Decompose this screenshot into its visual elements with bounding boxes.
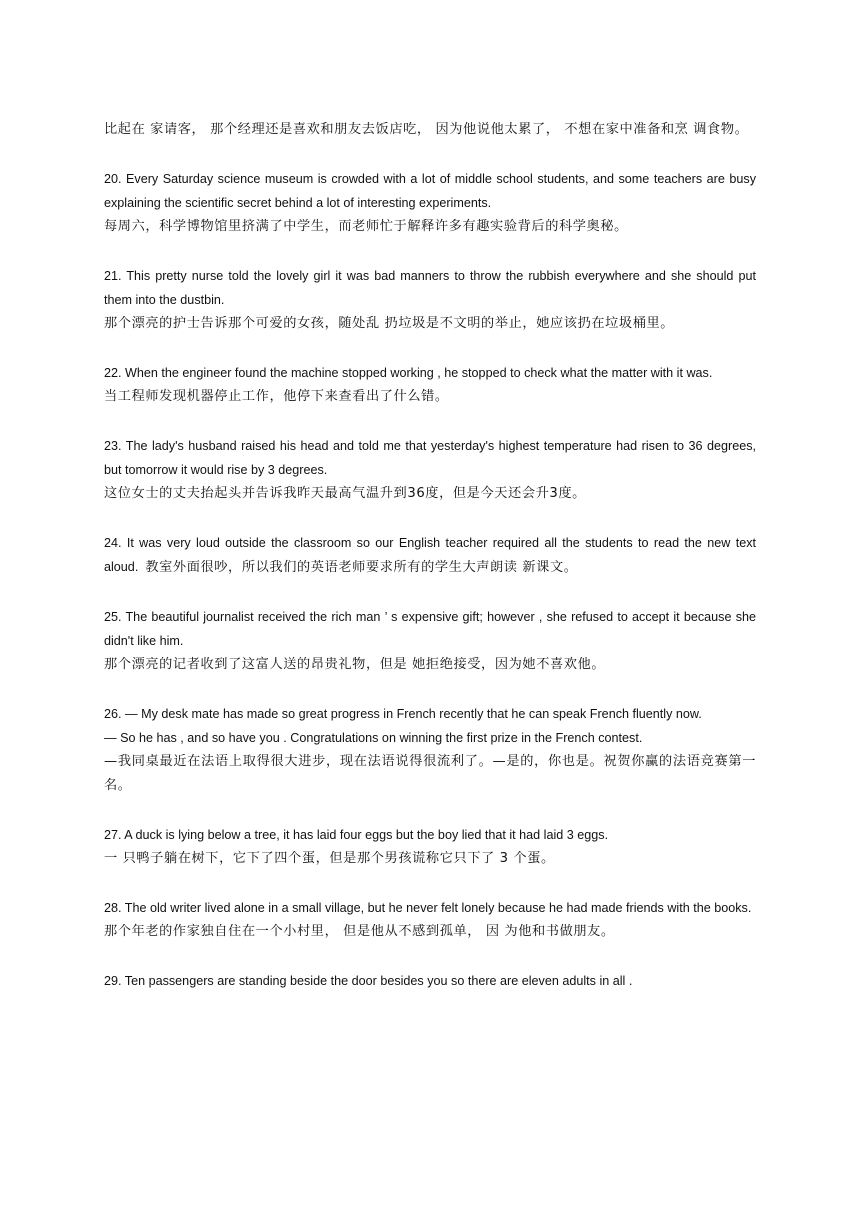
item-26-english: 26. — My desk mate has made so great progress in French recently that he can speak French fluently now. [104,707,702,721]
item-22 [104,361,756,409]
document-page [104,118,756,993]
item-22-english: 22. When the engineer found the machine stopped working , he stopped to check what the matter with it was. [104,366,713,380]
item-28-english: 28. The old writer lived alone in a small village, but he never felt lonely because he had made friends with the books. [104,901,752,915]
item-25-english: 25. The beautiful journalist received the rich man ’ s expensive gift; however , she refused to accept it because she didn't like him. [104,610,756,648]
item-21-translation: 那个漂亮的护士告诉那个可爱的女孩，随处乱 扔垃圾是不文明的举止，她应该扔在垃圾桶里。 [104,316,675,331]
item-24-translation: 教室外面很吵，所以我们的英语老师要求所有的学生大声朗读 新课文。 [145,560,578,575]
intro-translation: 比起在 家请客， 那个经理还是喜欢和朋友去饭店吃， 因为他说他太累了， 不想在家中准备和烹 调食物。 [104,122,749,137]
intro-paragraph [104,118,756,142]
item-22-translation: 当工程师发现机器停止工作，他停下来查看出了什么错。 [104,389,449,404]
item-27-english: 27. A duck is lying below a tree, it has laid four eggs but the boy lied that it had laid 3 eggs. [104,828,609,842]
item-29 [104,969,756,993]
item-20-translation: 每周六，科学博物馆里挤满了中学生，而老师忙于解释许多有趣实验背后的科学奥秘。 [104,219,628,234]
item-21-english: 21. This pretty nurse told the lovely girl it was bad manners to throw the rubbish everywhere and she should put them into the dustbin. [104,269,756,307]
item-27-translation: 一 只鸭子躺在树下，它下了四个蛋，但是那个男孩谎称它只下了 3 个蛋。 [104,851,555,866]
item-28 [104,896,756,944]
item-20 [104,167,756,239]
item-26-english-reply: — So he has , and so have you . Congratulations on winning the first prize in the French contest. [104,731,643,745]
item-26 [104,702,756,798]
item-26-translation: —我同桌最近在法语上取得很大进步，现在法语说得很流利了。—是的，你也是。祝贺你赢的法语竞赛第一名。 [104,754,756,793]
item-25-translation: 那个漂亮的记者收到了这富人送的昂贵礼物，但是 她拒绝接受，因为她不喜欢他。 [104,657,606,672]
item-25 [104,605,756,677]
item-27 [104,823,756,871]
item-23 [104,434,756,506]
item-20-english: 20. Every Saturday science museum is crowded with a lot of middle school students, and some teachers are busy explaining the scientific secret behind a lot of interesting experiments. [104,172,756,210]
item-24 [104,531,756,580]
item-23-english: 23. The lady's husband raised his head and told me that yesterday's highest temperature had risen to 36 degrees, but tomorrow it would rise by 3 degrees. [104,439,756,477]
item-24-english: 24. It was very loud outside the classroom so our English teacher required all the students to read the new text aloud. [104,536,756,574]
item-21 [104,264,756,336]
item-29-english: 29. Ten passengers are standing beside the door besides you so there are eleven adults in all . [104,974,633,988]
item-23-translation: 这位女士的丈夫抬起头并告诉我昨天最高气温升到36度，但是今天还会升3度。 [104,486,586,501]
item-28-translation: 那个年老的作家独自住在一个小村里， 但是他从不感到孤单， 因 为他和书做朋友。 [104,924,615,939]
item-24-text [104,531,756,580]
